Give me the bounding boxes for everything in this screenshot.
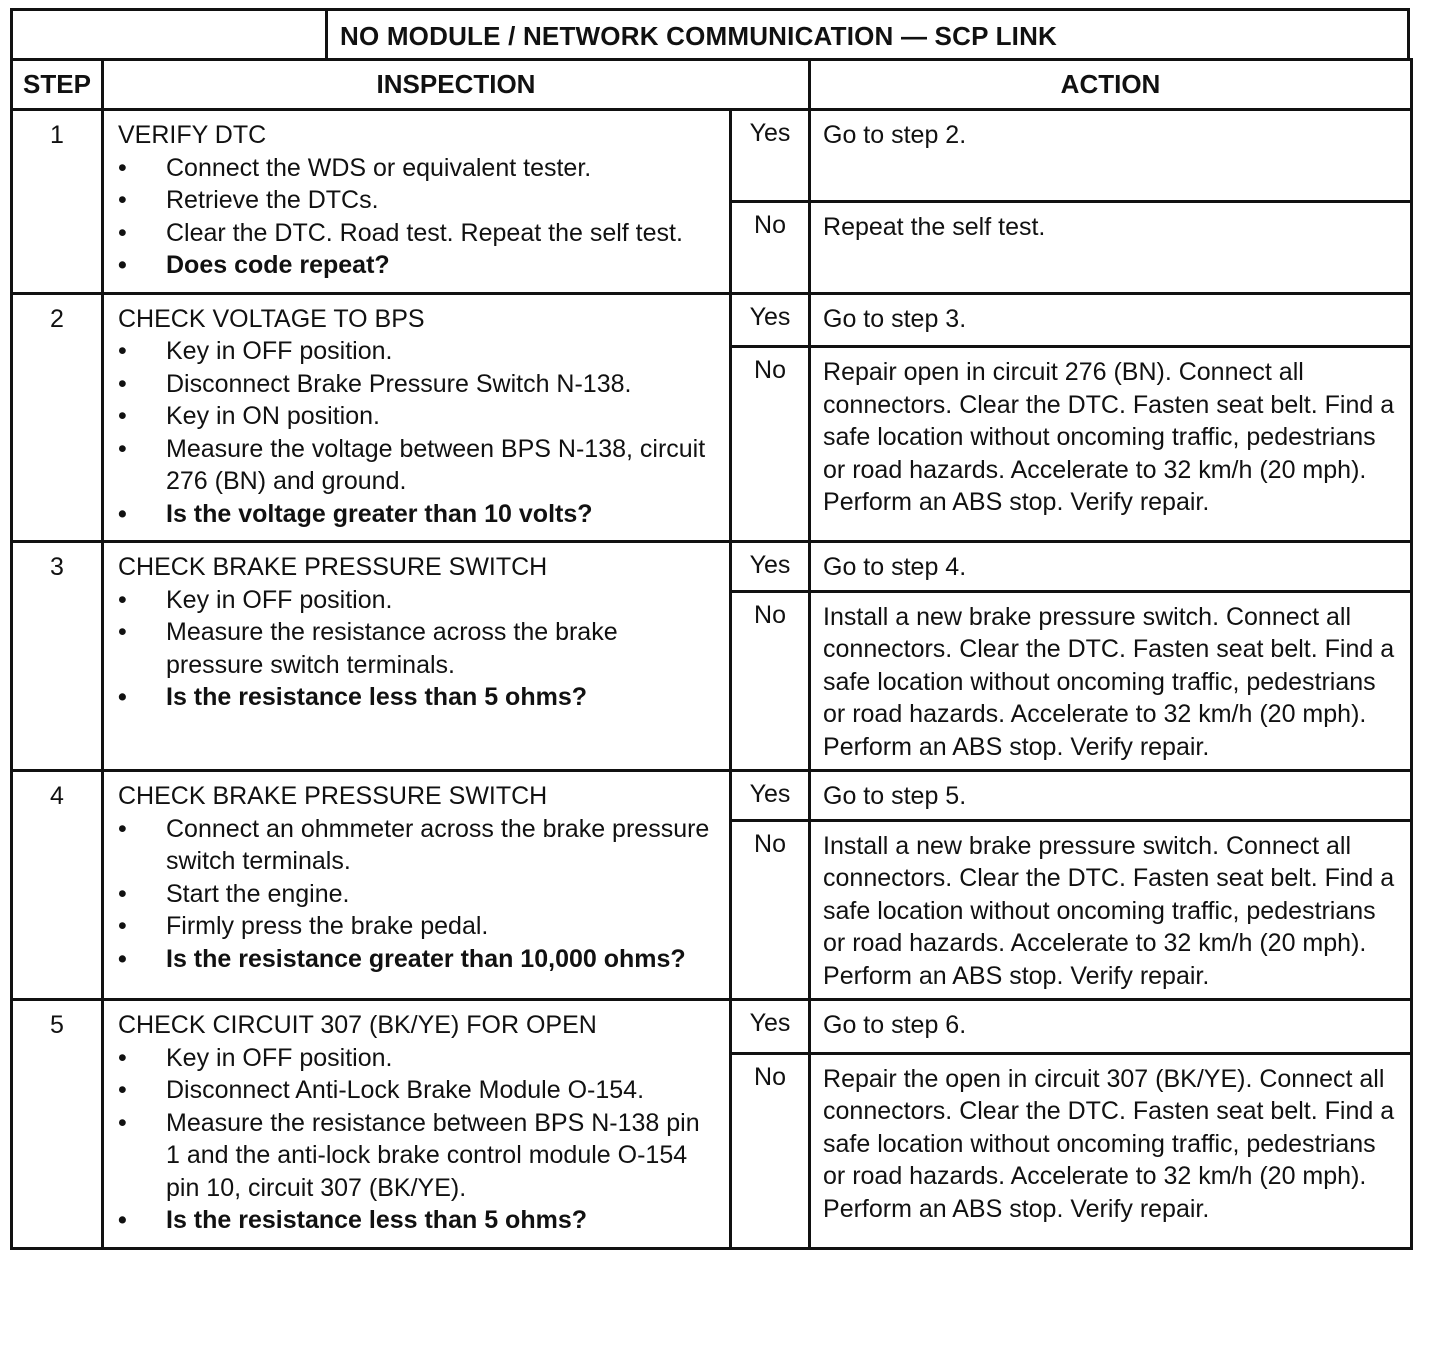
inspection-cell — [103, 771, 731, 1000]
step-number: 1 — [12, 110, 103, 294]
inspection-bullets — [118, 1042, 719, 1237]
inspection-bullet: • Measure the resistance between BPS N-138 pin 1 and the anti-lock brake control module O-154 pin 10, circuit 307 (BK/YE). — [118, 1107, 719, 1205]
inspection-question: • Is the resistance less than 5 ohms? — [118, 1204, 719, 1237]
inspection-bullets — [118, 152, 719, 282]
title-row — [10, 8, 1410, 58]
no-label: No — [731, 347, 810, 542]
inspection-bullet: • Connect an ohmmeter across the brake pressure switch terminals. — [118, 813, 719, 878]
no-label: No — [731, 1053, 810, 1248]
table-body — [12, 110, 1412, 1249]
yes-label: Yes — [731, 771, 810, 821]
no-action: Install a new brake pressure switch. Connect all connectors. Clear the DTC. Fasten seat belt. Find a safe location without oncoming traffic, pedestrians or road hazards. Accelerate to 32 km/h (20 mph). Perform an ABS stop. Verify repair. — [810, 591, 1412, 771]
inspection-bullets — [118, 335, 719, 530]
inspection-bullet: • Measure the voltage between BPS N-138, circuit 276 (BN) and ground. — [118, 433, 719, 498]
inspection-bullet: • Key in OFF position. — [118, 584, 719, 617]
yes-action: Go to step 6. — [810, 1000, 1412, 1054]
inspection-bullet: • Measure the resistance across the brake pressure switch terminals. — [118, 616, 719, 681]
inspection-bullet: • Key in OFF position. — [118, 335, 719, 368]
no-action: Repair open in circuit 276 (BN). Connect all connectors. Clear the DTC. Fasten seat belt. Find a safe location without oncoming traffic, pedestrians or road hazards. Accelerate to 32 km/h (20 mph). Perform an ABS stop. Verify repair. — [810, 347, 1412, 542]
inspection-question: • Is the resistance greater than 10,000 ohms? — [118, 943, 719, 976]
header-step: STEP — [12, 60, 103, 110]
inspection-heading: CHECK BRAKE PRESSURE SWITCH — [118, 553, 548, 581]
inspection-bullet: • Clear the DTC. Road test. Repeat the self test. — [118, 217, 719, 250]
yes-label: Yes — [731, 542, 810, 592]
step-number: 4 — [12, 771, 103, 1000]
inspection-question: • Does code repeat? — [118, 249, 719, 282]
no-label: No — [731, 591, 810, 771]
no-label: No — [731, 201, 810, 293]
table-row-yes — [12, 1000, 1412, 1054]
inspection-heading: CHECK BRAKE PRESSURE SWITCH — [118, 782, 548, 810]
yes-action: Go to step 3. — [810, 293, 1412, 347]
yes-label: Yes — [731, 1000, 810, 1054]
page-title: NO MODULE / NETWORK COMMUNICATION — SCP LINK — [340, 21, 1058, 51]
no-action: Repeat the self test. — [810, 201, 1412, 293]
inspection-cell — [103, 542, 731, 771]
yes-action: Go to step 4. — [810, 542, 1412, 592]
header-inspection: INSPECTION — [103, 60, 810, 110]
inspection-bullet: • Key in OFF position. — [118, 1042, 719, 1075]
inspection-bullet: • Disconnect Anti-Lock Brake Module O-154. — [118, 1074, 719, 1107]
no-label: No — [731, 820, 810, 1000]
inspection-cell — [103, 293, 731, 542]
no-action: Repair the open in circuit 307 (BK/YE). Connect all connectors. Clear the DTC. Fasten seat belt. Find a safe location without oncoming traffic, pedestrians or road hazards. Accelerate to 32 km/h (20 mph). Perform an ABS stop. Verify repair. — [810, 1053, 1412, 1248]
inspection-bullet: • Connect the WDS or equivalent tester. — [118, 152, 719, 185]
inspection-heading: CHECK CIRCUIT 307 (BK/YE) FOR OPEN — [118, 1011, 597, 1039]
diagnostic-table — [10, 58, 1413, 1250]
yes-action: Go to step 2. — [810, 110, 1412, 202]
step-number: 5 — [12, 1000, 103, 1249]
yes-action: Go to step 5. — [810, 771, 1412, 821]
inspection-bullet: • Start the engine. — [118, 878, 719, 911]
step-number: 2 — [12, 293, 103, 542]
header-row — [12, 60, 1412, 110]
inspection-heading: VERIFY DTC — [118, 121, 267, 149]
inspection-bullet: • Firmly press the brake pedal. — [118, 910, 719, 943]
yes-label: Yes — [731, 293, 810, 347]
table-row-yes — [12, 771, 1412, 821]
inspection-heading: CHECK VOLTAGE TO BPS — [118, 304, 425, 333]
inspection-bullets — [118, 584, 719, 714]
procedure-page — [10, 8, 1410, 1250]
no-action: Install a new brake pressure switch. Connect all connectors. Clear the DTC. Fasten seat belt. Find a safe location without oncoming traffic, pedestrians or road hazards. Accelerate to 32 km/h (20 mph). Perform an ABS stop. Verify repair. — [810, 820, 1412, 1000]
yes-label: Yes — [731, 110, 810, 202]
inspection-bullet: • Key in ON position. — [118, 400, 719, 433]
header-action: ACTION — [810, 60, 1412, 110]
table-row-yes — [12, 110, 1412, 202]
inspection-cell — [103, 1000, 731, 1249]
inspection-bullets — [118, 813, 719, 976]
table-row-yes — [12, 293, 1412, 347]
step-number: 3 — [12, 542, 103, 771]
inspection-cell — [103, 110, 731, 294]
inspection-question: • Is the resistance less than 5 ohms? — [118, 681, 719, 714]
table-row-yes — [12, 542, 1412, 592]
inspection-bullet: • Disconnect Brake Pressure Switch N-138. — [118, 368, 719, 401]
inspection-question: • Is the voltage greater than 10 volts? — [118, 498, 719, 531]
title-spacer — [13, 11, 328, 58]
inspection-bullet: • Retrieve the DTCs. — [118, 184, 719, 217]
